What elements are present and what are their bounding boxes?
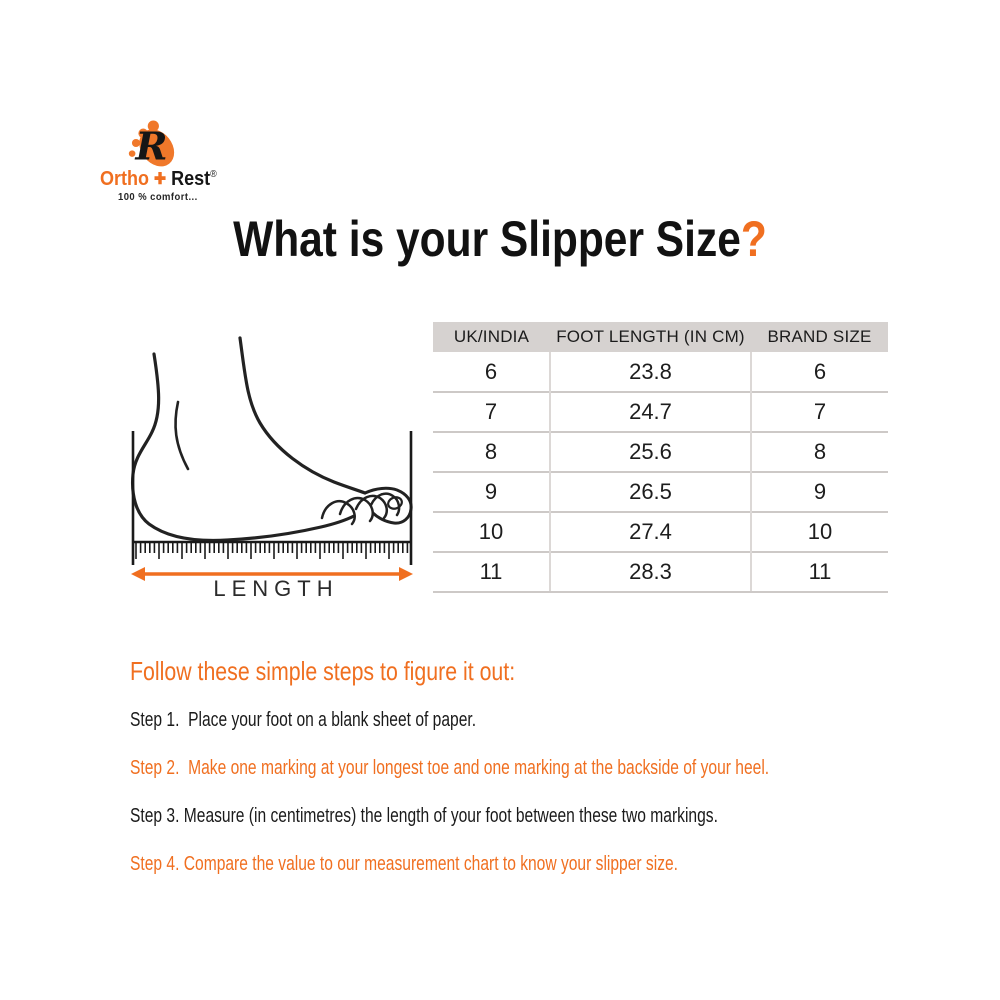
table-cell: 8 [433,432,550,472]
table-cell: 25.6 [550,432,751,472]
size-chart-header [433,322,888,352]
page-title-text: What is your Slipper Size [233,211,741,267]
step-item: Step 2. Make one marking at your longest toe and one marking at the backside of your heel. [130,757,770,779]
table-cell: 24.7 [550,392,751,432]
table-cell: 9 [433,472,550,512]
steps-heading: Follow these simple steps to figure it out: [130,656,516,686]
table-cell: 23.8 [550,352,751,392]
table-cell: 27.4 [550,512,751,552]
page-title [0,210,1000,268]
table-cell: 28.3 [550,552,751,592]
foot-outline-back [133,354,354,540]
table-cell: 10 [751,512,888,552]
table-cell: 9 [751,472,888,512]
table-row [433,432,888,472]
steps-list [130,710,949,902]
foot-measure-diagram [128,328,418,608]
size-chart-table [433,322,888,593]
table-cell: 10 [433,512,550,552]
table-row [433,472,888,512]
footprint-logo-icon [120,116,178,170]
step-item: Step 3. Measure (in centimetres) the length of your foot between these two markings. [130,805,718,827]
table-cell: 11 [433,552,550,592]
foot-illustration [128,328,418,600]
table-row [433,552,888,592]
size-chart-body [433,352,888,592]
foot-ankle-line [175,402,188,469]
table-cell: 6 [751,352,888,392]
toenail [387,495,404,510]
table-row [433,352,888,392]
registered-mark: ® [210,169,217,180]
table-row [433,512,888,552]
brand-name-primary: Ortho [100,168,149,190]
ruler [132,431,412,565]
column-header-foot-length: FOOT LENGTH (IN CM) [550,322,751,352]
table-cell: 6 [484,358,498,384]
ruler-ticks [136,543,407,559]
logo-letter: R [135,124,168,170]
step-item: Step 4. Compare the value to our measurement chart to know your slipper size. [130,853,679,875]
brand-logo [98,114,228,209]
brand-tagline: 100 % comfort... [118,191,198,203]
length-label: LENGTH [213,576,339,601]
table-cell: 11 [751,552,888,592]
brand-name [100,168,217,191]
column-header-brand-size: BRAND SIZE [751,322,888,352]
table-cell: 7 [433,392,550,432]
title-question-mark: ? [740,211,767,267]
plus-icon: ✚ [154,171,167,188]
table-row [433,392,888,432]
table-cell: 7 [751,392,888,432]
table-cell: 26.5 [550,472,751,512]
column-header-uk-india: UK/INDIA [433,322,550,352]
brand-name-secondary: Rest [171,168,211,190]
foot-outline-shin [240,338,365,493]
table-cell: 8 [751,432,888,472]
step-item: Step 1. Place your foot on a blank sheet of paper. [130,709,477,731]
